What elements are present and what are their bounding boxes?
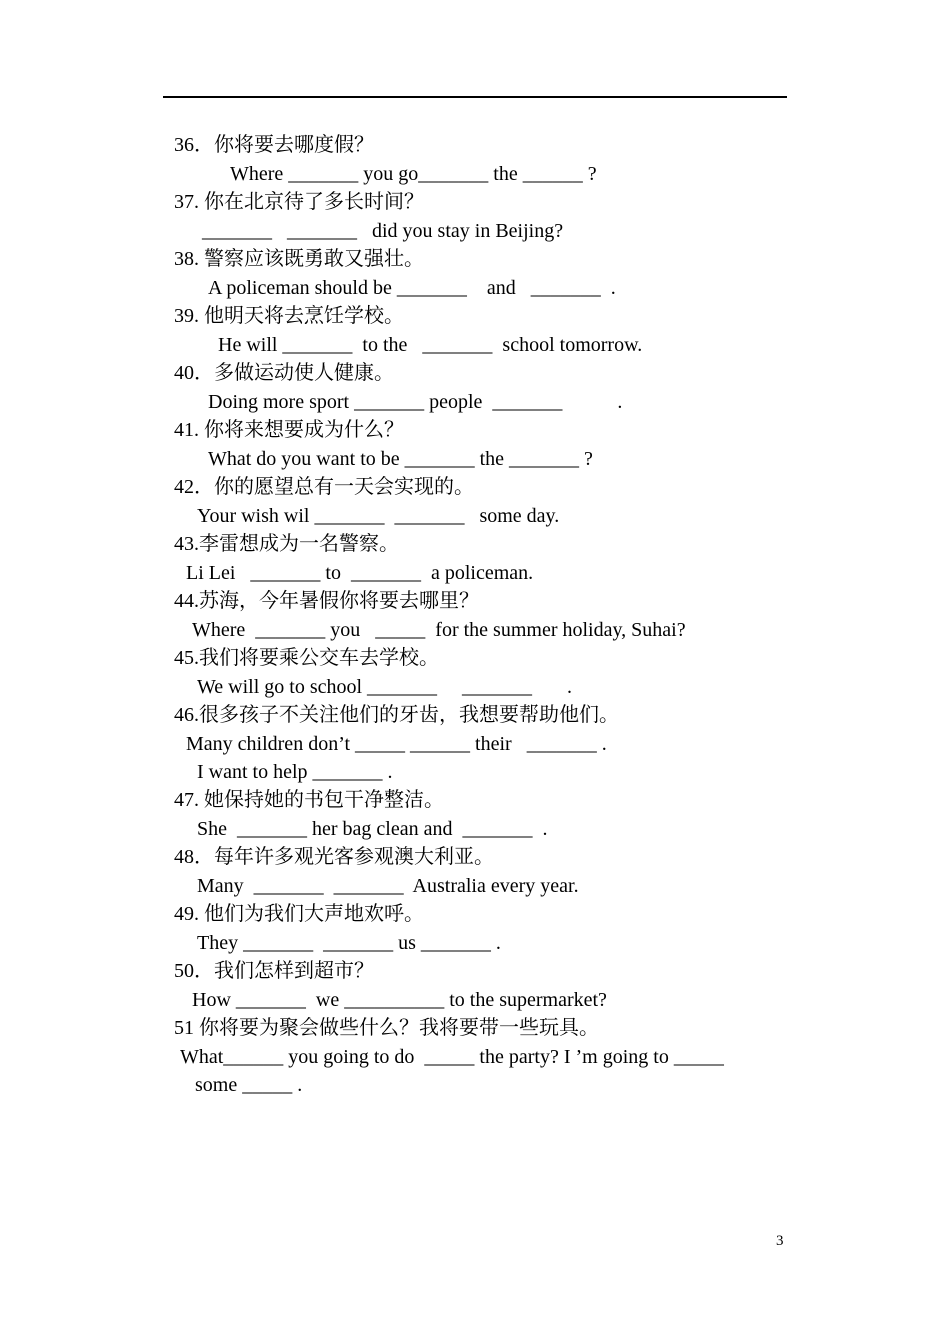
question-45-english: We will go to school _______ _______ . — [197, 676, 573, 698]
question-44-chinese: 44.苏海，今年暑假你将要去哪里？ — [174, 590, 479, 612]
question-43-chinese: 43.李雷想成为一名警察。 — [174, 533, 399, 555]
question-45-chinese: 45.我们将要乘公交车去学校。 — [174, 647, 439, 669]
question-47-chinese: 47. 她保持她的书包干净整洁。 — [174, 789, 444, 811]
page-number: 3 — [776, 1233, 784, 1249]
question-48-chinese: 48．每年许多观光客参观澳大利亚。 — [174, 846, 494, 868]
question-42-english: Your wish wil _______ _______ some day. — [197, 505, 560, 527]
question-44-english: Where _______ you _____ for the summer holiday, Suhai? — [192, 619, 686, 641]
question-39-chinese: 39. 他明天将去烹饪学校。 — [174, 305, 404, 327]
question-46-chinese: 46.很多孩子不关注他们的牙齿，我想要帮助他们。 — [174, 704, 619, 726]
question-41-english: What do you want to be _______ the _______ ? — [208, 448, 593, 470]
question-37-chinese: 37. 你在北京待了多长时间？ — [174, 191, 424, 213]
question-36-chinese: 36．你将要去哪度假？ — [174, 134, 374, 156]
question-50-chinese: 50．我们怎样到超市？ — [174, 960, 374, 982]
question-46-english-line-1: Many children don’t _____ ______ their _______ . — [186, 733, 607, 755]
question-49-english: They _______ _______ us _______ . — [197, 932, 501, 954]
question-37-english: _______ _______ did you stay in Beijing? — [202, 220, 564, 242]
question-41-chinese: 41. 你将来想要成为什么？ — [174, 419, 404, 441]
question-51-english-line-2: some _____ . — [195, 1074, 303, 1096]
question-49-chinese: 49. 他们为我们大声地欢呼。 — [174, 903, 424, 925]
question-43-english: Li Lei _______ to _______ a policeman. — [186, 562, 534, 584]
question-51-english-line-1: What______ you going to do _____ the party? I ’m going to _____ — [180, 1046, 724, 1068]
question-46-english-line-2: I want to help _______ . — [197, 761, 393, 783]
question-51-chinese: 51 你将要为聚会做些什么？我将要带一些玩具。 — [174, 1017, 599, 1039]
question-38-english: A policeman should be _______ and _______ . — [208, 277, 616, 299]
question-39-english: He will _______ to the _______ school tomorrow. — [218, 334, 643, 356]
header-rule — [163, 96, 787, 98]
question-36-english: Where _______ you go_______ the ______ ? — [230, 163, 597, 185]
question-40-chinese: 40．多做运动使人健康。 — [174, 362, 394, 384]
question-47-english: She _______ her bag clean and _______ . — [197, 818, 548, 840]
question-38-chinese: 38. 警察应该既勇敢又强壮。 — [174, 248, 424, 270]
question-48-english: Many _______ _______ Australia every year. — [197, 875, 579, 897]
question-40-english: Doing more sport _______ people _______ . — [208, 391, 623, 413]
question-50-english: How _______ we __________ to the supermarket? — [192, 989, 607, 1011]
question-42-chinese: 42．你的愿望总有一天会实现的。 — [174, 476, 474, 498]
